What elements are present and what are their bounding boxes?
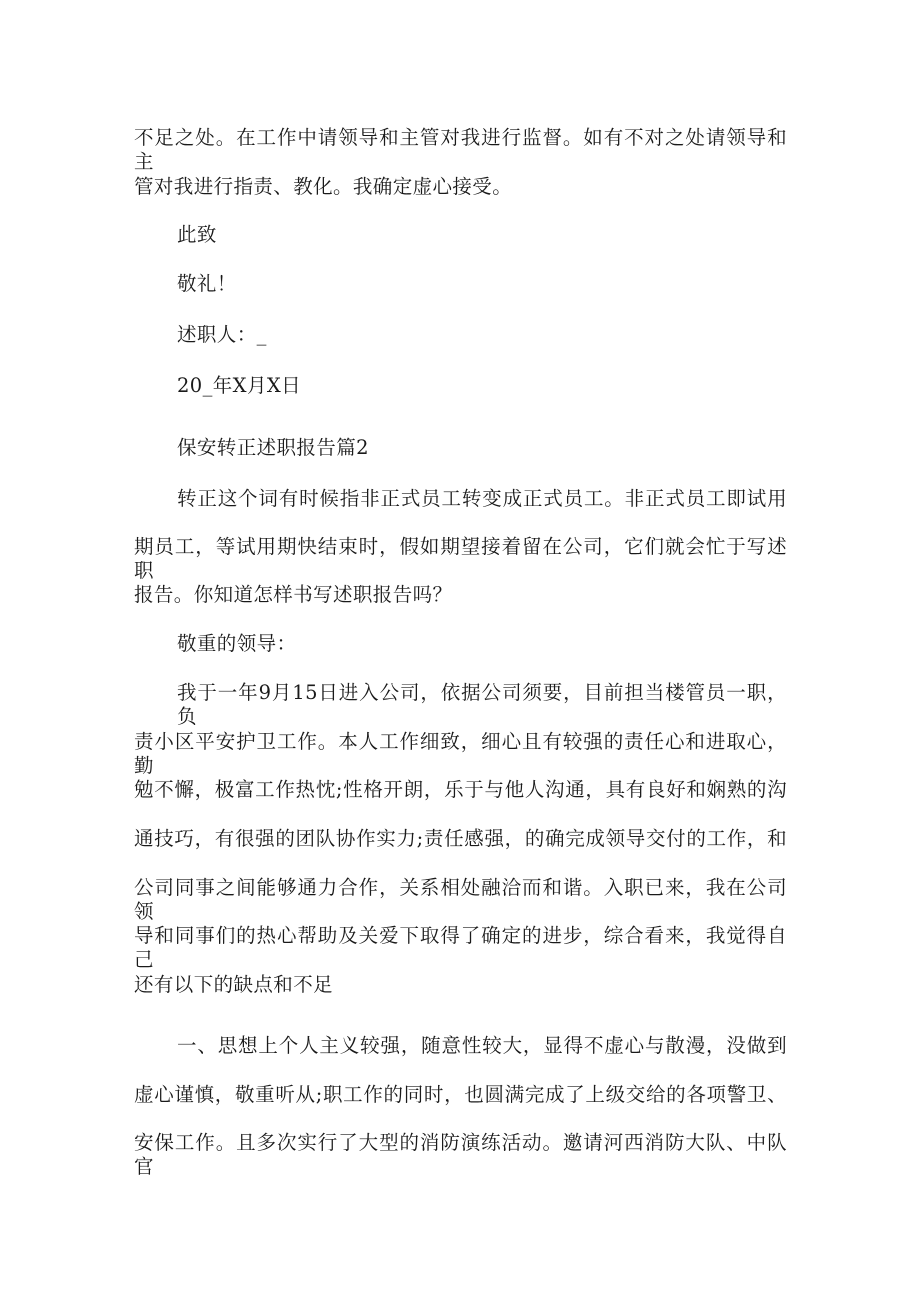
paragraph-line: 公司同事之间能够通力合作，关系相处融洽而和谐。入职已来，我在公司领 [134, 876, 787, 923]
paragraph-line: 虚心谨慎，敬重听从;职工作的同时，也圆满完成了上级交给的各项警卫、 [134, 1083, 787, 1106]
paragraph-line: 安保工作。且多次实行了大型的消防演练活动。邀请河西消防大队、中队官 [134, 1131, 787, 1178]
paragraph-line: 通技巧，有很强的团队协作实力;责任感强，的确完成领导交付的工作，和 [134, 827, 787, 850]
paragraph-line: 转正这个词有时候指非正式员工转变成正式员工。非正式员工即试用 [177, 487, 787, 510]
paragraph-line: 责小区平安护卫工作。本人工作细致，细心且有较强的责任心和进取心，勤 [134, 730, 787, 777]
paragraph-line: 报告。你知道怎样书写述职报告吗？ [134, 583, 453, 606]
paragraph-line: 不足之处。在工作中请领导和主管对我进行监督。如有不对之处请领导和主 [134, 126, 787, 173]
paragraph-line: 我于一年9月15日进入公司，依据公司须要，目前担当楼管员一职，负 [177, 681, 787, 728]
closing-salutation: 此致 [177, 223, 217, 246]
section-title: 保安转正述职报告篇2 [177, 436, 369, 459]
paragraph-line: 导和同事们的热心帮助及关爱下取得了确定的进步，综合看来，我觉得自己 [134, 924, 787, 971]
paragraph-line: 勉不懈，极富工作热忱;性格开朗，乐于与他人沟通，具有良好和娴熟的沟 [134, 778, 787, 801]
paragraph-line: 期员工，等试用期快结束时，假如期望接着留在公司，它们就会忙于写述职 [134, 535, 787, 582]
paragraph-line: 管对我进行指责、教化。我确定虚心接受。 [134, 175, 513, 198]
closing-regards: 敬礼！ [177, 272, 237, 295]
paragraph-line: 一、思想上个人主义较强，随意性较大，显得不虚心与散漫，没做到 [177, 1034, 787, 1057]
date-line: 20_年X月X日 [177, 374, 302, 397]
salutation: 敬重的领导： [177, 632, 297, 655]
paragraph-line: 还有以下的缺点和不足 [134, 973, 334, 996]
signature-line: 述职人：_ [177, 323, 267, 346]
